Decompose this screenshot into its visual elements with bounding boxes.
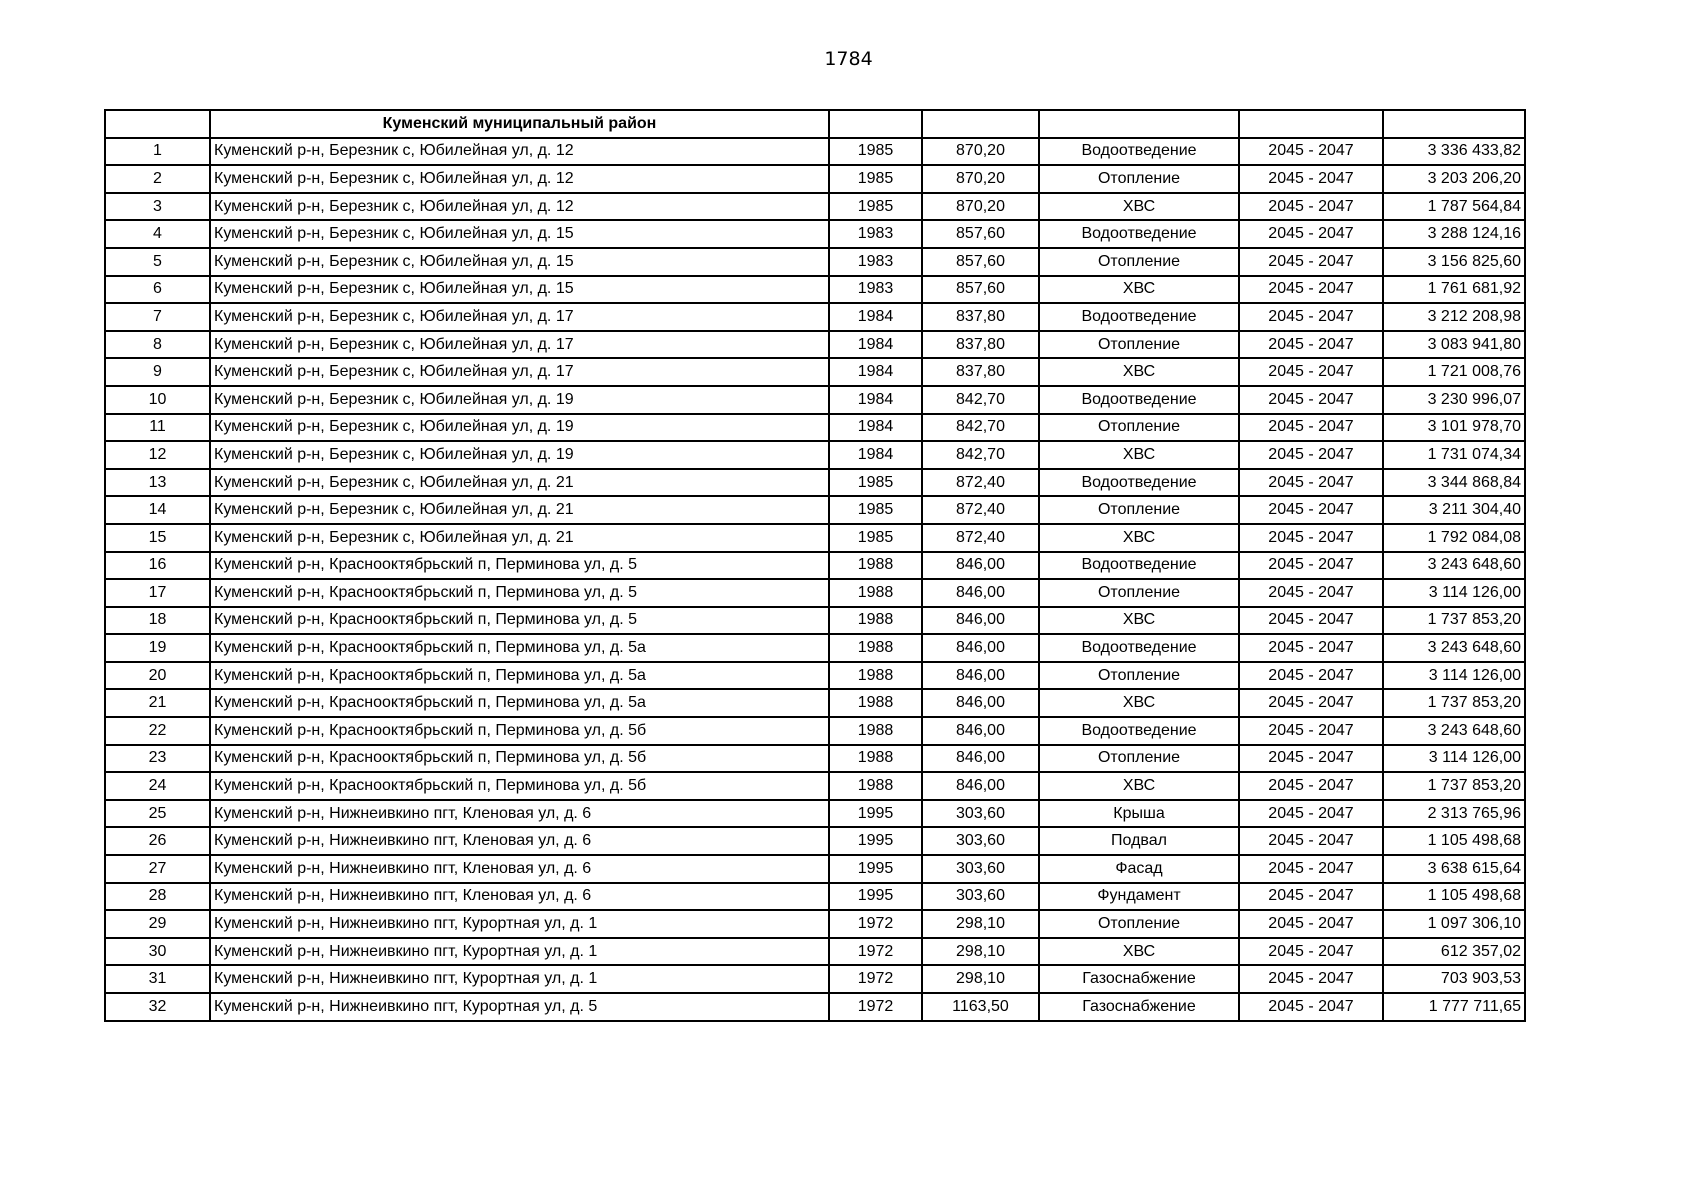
work-type-cell: Отопление [1039, 496, 1239, 524]
row-number: 15 [105, 524, 210, 552]
cost-cell: 3 230 996,07 [1383, 386, 1525, 414]
period-cell: 2045 - 2047 [1239, 358, 1383, 386]
period-cell: 2045 - 2047 [1239, 827, 1383, 855]
area-cell: 303,60 [922, 827, 1039, 855]
row-number: 21 [105, 689, 210, 717]
period-cell: 2045 - 2047 [1239, 883, 1383, 911]
row-number: 25 [105, 800, 210, 828]
work-type-cell: Газоснабжение [1039, 965, 1239, 993]
period-cell: 2045 - 2047 [1239, 855, 1383, 883]
table-row [105, 827, 1525, 855]
area-cell: 842,70 [922, 441, 1039, 469]
table-row [105, 165, 1525, 193]
cost-cell: 2 313 765,96 [1383, 800, 1525, 828]
address-cell: Куменский р-н, Нижнеивкино пгт, Курортная ул, д. 1 [210, 965, 829, 993]
year-cell: 1988 [829, 634, 922, 662]
work-type-cell: Отопление [1039, 331, 1239, 359]
area-cell: 303,60 [922, 800, 1039, 828]
year-cell: 1995 [829, 855, 922, 883]
work-type-cell: Водоотведение [1039, 220, 1239, 248]
row-number: 2 [105, 165, 210, 193]
work-type-cell: Водоотведение [1039, 717, 1239, 745]
row-number: 14 [105, 496, 210, 524]
table-row [105, 331, 1525, 359]
header-empty-cell [1383, 110, 1525, 138]
address-cell: Куменский р-н, Березник с, Юбилейная ул, д. 17 [210, 331, 829, 359]
table-row [105, 303, 1525, 331]
row-number: 7 [105, 303, 210, 331]
period-cell: 2045 - 2047 [1239, 138, 1383, 166]
work-type-cell: Отопление [1039, 248, 1239, 276]
table-row [105, 938, 1525, 966]
table-row [105, 386, 1525, 414]
cost-cell: 1 737 853,20 [1383, 689, 1525, 717]
row-number: 24 [105, 772, 210, 800]
table-row [105, 689, 1525, 717]
period-cell: 2045 - 2047 [1239, 938, 1383, 966]
cost-cell: 3 243 648,60 [1383, 634, 1525, 662]
cost-cell: 1 721 008,76 [1383, 358, 1525, 386]
year-cell: 1985 [829, 496, 922, 524]
table-row [105, 414, 1525, 442]
row-number: 11 [105, 414, 210, 442]
address-cell: Куменский р-н, Березник с, Юбилейная ул, д. 15 [210, 276, 829, 304]
area-cell: 846,00 [922, 552, 1039, 580]
area-cell: 1163,50 [922, 993, 1039, 1021]
address-cell: Куменский р-н, Березник с, Юбилейная ул, д. 19 [210, 441, 829, 469]
area-cell: 846,00 [922, 662, 1039, 690]
year-cell: 1985 [829, 138, 922, 166]
cost-cell: 3 114 126,00 [1383, 579, 1525, 607]
year-cell: 1985 [829, 193, 922, 221]
address-cell: Куменский р-н, Березник с, Юбилейная ул, д. 15 [210, 220, 829, 248]
year-cell: 1972 [829, 965, 922, 993]
table-row [105, 496, 1525, 524]
district-title: Куменский муниципальный район [210, 110, 829, 138]
area-cell: 842,70 [922, 386, 1039, 414]
area-cell: 846,00 [922, 717, 1039, 745]
cost-cell: 3 212 208,98 [1383, 303, 1525, 331]
period-cell: 2045 - 2047 [1239, 745, 1383, 773]
work-type-cell: ХВС [1039, 607, 1239, 635]
year-cell: 1995 [829, 883, 922, 911]
period-cell: 2045 - 2047 [1239, 993, 1383, 1021]
period-cell: 2045 - 2047 [1239, 717, 1383, 745]
work-type-cell: Водоотведение [1039, 469, 1239, 497]
address-cell: Куменский р-н, Березник с, Юбилейная ул, д. 21 [210, 496, 829, 524]
address-cell: Куменский р-н, Нижнеивкино пгт, Кленовая ул, д. 6 [210, 800, 829, 828]
table-row [105, 524, 1525, 552]
year-cell: 1988 [829, 772, 922, 800]
row-number: 26 [105, 827, 210, 855]
year-cell: 1984 [829, 441, 922, 469]
area-cell: 837,80 [922, 331, 1039, 359]
address-cell: Куменский р-н, Краснооктябрьский п, Перминова ул, д. 5б [210, 772, 829, 800]
year-cell: 1972 [829, 938, 922, 966]
row-number: 17 [105, 579, 210, 607]
period-cell: 2045 - 2047 [1239, 496, 1383, 524]
cost-cell: 3 156 825,60 [1383, 248, 1525, 276]
row-number: 28 [105, 883, 210, 911]
year-cell: 1988 [829, 689, 922, 717]
table-row [105, 855, 1525, 883]
address-cell: Куменский р-н, Краснооктябрьский п, Перминова ул, д. 5б [210, 717, 829, 745]
row-number: 13 [105, 469, 210, 497]
address-cell: Куменский р-н, Березник с, Юбилейная ул, д. 15 [210, 248, 829, 276]
work-type-cell: ХВС [1039, 524, 1239, 552]
work-type-cell: ХВС [1039, 358, 1239, 386]
area-cell: 837,80 [922, 303, 1039, 331]
header-empty-cell [829, 110, 922, 138]
work-type-cell: Фундамент [1039, 883, 1239, 911]
year-cell: 1983 [829, 248, 922, 276]
row-number: 9 [105, 358, 210, 386]
period-cell: 2045 - 2047 [1239, 800, 1383, 828]
work-type-cell: ХВС [1039, 772, 1239, 800]
row-number: 6 [105, 276, 210, 304]
cost-cell: 1 777 711,65 [1383, 993, 1525, 1021]
period-cell: 2045 - 2047 [1239, 662, 1383, 690]
district-header-row [105, 110, 1525, 138]
row-number: 16 [105, 552, 210, 580]
period-cell: 2045 - 2047 [1239, 910, 1383, 938]
area-cell: 872,40 [922, 524, 1039, 552]
period-cell: 2045 - 2047 [1239, 634, 1383, 662]
work-type-cell: Водоотведение [1039, 634, 1239, 662]
row-number: 4 [105, 220, 210, 248]
address-cell: Куменский р-н, Нижнеивкино пгт, Кленовая ул, д. 6 [210, 855, 829, 883]
table-row [105, 248, 1525, 276]
table-row [105, 745, 1525, 773]
header-empty-cell [105, 110, 210, 138]
work-type-cell: Подвал [1039, 827, 1239, 855]
year-cell: 1988 [829, 607, 922, 635]
period-cell: 2045 - 2047 [1239, 579, 1383, 607]
address-cell: Куменский р-н, Краснооктябрьский п, Перминова ул, д. 5 [210, 607, 829, 635]
work-type-cell: Водоотведение [1039, 138, 1239, 166]
table-row [105, 662, 1525, 690]
work-type-cell: ХВС [1039, 193, 1239, 221]
row-number: 5 [105, 248, 210, 276]
table-row [105, 579, 1525, 607]
row-number: 29 [105, 910, 210, 938]
table-row [105, 607, 1525, 635]
address-cell: Куменский р-н, Нижнеивкино пгт, Курортная ул, д. 1 [210, 910, 829, 938]
address-cell: Куменский р-н, Нижнеивкино пгт, Кленовая ул, д. 6 [210, 883, 829, 911]
area-cell: 846,00 [922, 745, 1039, 773]
year-cell: 1988 [829, 662, 922, 690]
cost-cell: 1 761 681,92 [1383, 276, 1525, 304]
work-type-cell: Водоотведение [1039, 386, 1239, 414]
address-cell: Куменский р-н, Березник с, Юбилейная ул, д. 12 [210, 165, 829, 193]
table-row [105, 469, 1525, 497]
area-cell: 870,20 [922, 165, 1039, 193]
year-cell: 1984 [829, 386, 922, 414]
area-cell: 857,60 [922, 220, 1039, 248]
row-number: 10 [105, 386, 210, 414]
table-row [105, 358, 1525, 386]
table-row [105, 910, 1525, 938]
row-number: 1 [105, 138, 210, 166]
table-row [105, 800, 1525, 828]
work-type-cell: Отопление [1039, 414, 1239, 442]
period-cell: 2045 - 2047 [1239, 441, 1383, 469]
area-cell: 298,10 [922, 965, 1039, 993]
year-cell: 1985 [829, 524, 922, 552]
year-cell: 1984 [829, 331, 922, 359]
table-row [105, 772, 1525, 800]
work-type-cell: Отопление [1039, 165, 1239, 193]
period-cell: 2045 - 2047 [1239, 331, 1383, 359]
area-cell: 842,70 [922, 414, 1039, 442]
period-cell: 2045 - 2047 [1239, 689, 1383, 717]
address-cell: Куменский р-н, Березник с, Юбилейная ул, д. 17 [210, 303, 829, 331]
row-number: 20 [105, 662, 210, 690]
period-cell: 2045 - 2047 [1239, 469, 1383, 497]
address-cell: Куменский р-н, Нижнеивкино пгт, Курортная ул, д. 5 [210, 993, 829, 1021]
cost-cell: 1 105 498,68 [1383, 883, 1525, 911]
cost-cell: 3 203 206,20 [1383, 165, 1525, 193]
row-number: 18 [105, 607, 210, 635]
cost-cell: 3 344 868,84 [1383, 469, 1525, 497]
cost-cell: 3 243 648,60 [1383, 552, 1525, 580]
cost-cell: 1 105 498,68 [1383, 827, 1525, 855]
area-cell: 303,60 [922, 883, 1039, 911]
work-type-cell: ХВС [1039, 938, 1239, 966]
row-number: 12 [105, 441, 210, 469]
table-row [105, 883, 1525, 911]
cost-cell: 1 731 074,34 [1383, 441, 1525, 469]
cost-cell: 1 787 564,84 [1383, 193, 1525, 221]
cost-cell: 703 903,53 [1383, 965, 1525, 993]
row-number: 3 [105, 193, 210, 221]
header-empty-cell [1239, 110, 1383, 138]
table-row [105, 220, 1525, 248]
work-type-cell: Отопление [1039, 910, 1239, 938]
cost-cell: 1 737 853,20 [1383, 607, 1525, 635]
period-cell: 2045 - 2047 [1239, 607, 1383, 635]
table-row [105, 552, 1525, 580]
table-row [105, 193, 1525, 221]
header-empty-cell [922, 110, 1039, 138]
work-type-cell: Крыша [1039, 800, 1239, 828]
table-row [105, 441, 1525, 469]
work-type-cell: Газоснабжение [1039, 993, 1239, 1021]
cost-cell: 1 792 084,08 [1383, 524, 1525, 552]
period-cell: 2045 - 2047 [1239, 524, 1383, 552]
area-cell: 846,00 [922, 579, 1039, 607]
area-cell: 846,00 [922, 689, 1039, 717]
cost-cell: 1 097 306,10 [1383, 910, 1525, 938]
row-number: 22 [105, 717, 210, 745]
work-type-cell: ХВС [1039, 276, 1239, 304]
period-cell: 2045 - 2047 [1239, 220, 1383, 248]
address-cell: Куменский р-н, Краснооктябрьский п, Перминова ул, д. 5а [210, 662, 829, 690]
area-cell: 870,20 [922, 193, 1039, 221]
area-cell: 857,60 [922, 248, 1039, 276]
table-row [105, 138, 1525, 166]
year-cell: 1972 [829, 910, 922, 938]
address-cell: Куменский р-н, Краснооктябрьский п, Перминова ул, д. 5а [210, 634, 829, 662]
work-type-cell: Водоотведение [1039, 552, 1239, 580]
cost-cell: 3 336 433,82 [1383, 138, 1525, 166]
period-cell: 2045 - 2047 [1239, 303, 1383, 331]
cost-cell: 3 211 304,40 [1383, 496, 1525, 524]
cost-cell: 1 737 853,20 [1383, 772, 1525, 800]
period-cell: 2045 - 2047 [1239, 276, 1383, 304]
address-cell: Куменский р-н, Березник с, Юбилейная ул, д. 19 [210, 414, 829, 442]
year-cell: 1972 [829, 993, 922, 1021]
address-cell: Куменский р-н, Краснооктябрьский п, Перминова ул, д. 5б [210, 745, 829, 773]
table-row [105, 965, 1525, 993]
page-number: 1784 [824, 48, 873, 70]
address-cell: Куменский р-н, Березник с, Юбилейная ул, д. 17 [210, 358, 829, 386]
work-type-cell: ХВС [1039, 689, 1239, 717]
area-cell: 846,00 [922, 772, 1039, 800]
cost-cell: 3 638 615,64 [1383, 855, 1525, 883]
period-cell: 2045 - 2047 [1239, 552, 1383, 580]
period-cell: 2045 - 2047 [1239, 165, 1383, 193]
work-type-cell: Отопление [1039, 579, 1239, 607]
year-cell: 1988 [829, 579, 922, 607]
period-cell: 2045 - 2047 [1239, 965, 1383, 993]
period-cell: 2045 - 2047 [1239, 386, 1383, 414]
cost-cell: 3 114 126,00 [1383, 662, 1525, 690]
address-cell: Куменский р-н, Березник с, Юбилейная ул, д. 12 [210, 193, 829, 221]
address-cell: Куменский р-н, Березник с, Юбилейная ул, д. 12 [210, 138, 829, 166]
cost-cell: 3 243 648,60 [1383, 717, 1525, 745]
address-cell: Куменский р-н, Краснооктябрьский п, Перминова ул, д. 5а [210, 689, 829, 717]
area-cell: 870,20 [922, 138, 1039, 166]
period-cell: 2045 - 2047 [1239, 772, 1383, 800]
repair-schedule-table [104, 109, 1526, 1022]
area-cell: 846,00 [922, 634, 1039, 662]
area-cell: 872,40 [922, 496, 1039, 524]
address-cell: Куменский р-н, Нижнеивкино пгт, Курортная ул, д. 1 [210, 938, 829, 966]
address-cell: Куменский р-н, Краснооктябрьский п, Перминова ул, д. 5 [210, 579, 829, 607]
address-cell: Куменский р-н, Березник с, Юбилейная ул, д. 19 [210, 386, 829, 414]
table-row [105, 634, 1525, 662]
table-row [105, 717, 1525, 745]
row-number: 30 [105, 938, 210, 966]
row-number: 32 [105, 993, 210, 1021]
year-cell: 1988 [829, 745, 922, 773]
work-type-cell: Водоотведение [1039, 303, 1239, 331]
year-cell: 1984 [829, 414, 922, 442]
year-cell: 1985 [829, 469, 922, 497]
area-cell: 298,10 [922, 910, 1039, 938]
cost-cell: 3 101 978,70 [1383, 414, 1525, 442]
period-cell: 2045 - 2047 [1239, 193, 1383, 221]
cost-cell: 3 083 941,80 [1383, 331, 1525, 359]
work-type-cell: ХВС [1039, 441, 1239, 469]
year-cell: 1995 [829, 827, 922, 855]
cost-cell: 612 357,02 [1383, 938, 1525, 966]
row-number: 31 [105, 965, 210, 993]
year-cell: 1988 [829, 552, 922, 580]
year-cell: 1983 [829, 220, 922, 248]
area-cell: 872,40 [922, 469, 1039, 497]
year-cell: 1984 [829, 358, 922, 386]
row-number: 19 [105, 634, 210, 662]
area-cell: 303,60 [922, 855, 1039, 883]
year-cell: 1983 [829, 276, 922, 304]
area-cell: 857,60 [922, 276, 1039, 304]
work-type-cell: Фасад [1039, 855, 1239, 883]
year-cell: 1985 [829, 165, 922, 193]
row-number: 27 [105, 855, 210, 883]
year-cell: 1988 [829, 717, 922, 745]
address-cell: Куменский р-н, Березник с, Юбилейная ул, д. 21 [210, 524, 829, 552]
work-type-cell: Отопление [1039, 745, 1239, 773]
address-cell: Куменский р-н, Краснооктябрьский п, Перминова ул, д. 5 [210, 552, 829, 580]
cost-cell: 3 114 126,00 [1383, 745, 1525, 773]
row-number: 8 [105, 331, 210, 359]
year-cell: 1984 [829, 303, 922, 331]
address-cell: Куменский р-н, Березник с, Юбилейная ул, д. 21 [210, 469, 829, 497]
cost-cell: 3 288 124,16 [1383, 220, 1525, 248]
year-cell: 1995 [829, 800, 922, 828]
area-cell: 298,10 [922, 938, 1039, 966]
table-row [105, 993, 1525, 1021]
area-cell: 846,00 [922, 607, 1039, 635]
work-type-cell: Отопление [1039, 662, 1239, 690]
address-cell: Куменский р-н, Нижнеивкино пгт, Кленовая ул, д. 6 [210, 827, 829, 855]
row-number: 23 [105, 745, 210, 773]
period-cell: 2045 - 2047 [1239, 414, 1383, 442]
period-cell: 2045 - 2047 [1239, 248, 1383, 276]
table-row [105, 276, 1525, 304]
area-cell: 837,80 [922, 358, 1039, 386]
header-empty-cell [1039, 110, 1239, 138]
